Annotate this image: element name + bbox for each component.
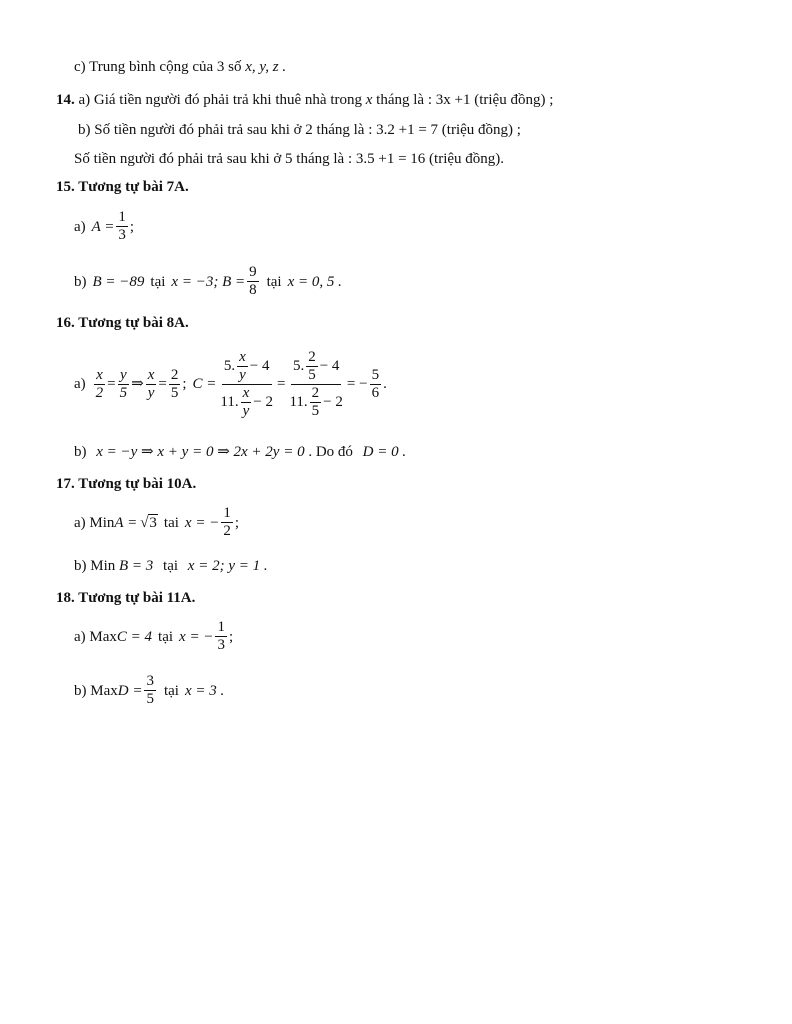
math: 3.5 +1 = 16: [355, 151, 426, 167]
denominator: 5: [311, 403, 320, 419]
math: A =: [114, 514, 138, 531]
text: tại: [163, 558, 179, 574]
text: Số tiền người đó phải trả sau khi ở 5 tháng là :: [74, 151, 353, 167]
text: 5.: [223, 358, 236, 374]
math: B = 3: [119, 558, 154, 574]
text: − 4: [319, 358, 340, 374]
problem-16-b: [74, 443, 406, 461]
numerator: 5: [371, 367, 380, 383]
equals: =: [158, 376, 167, 392]
denominator: 5: [119, 385, 128, 401]
text: (triệu đồng) ;: [474, 92, 554, 108]
denominator: 2: [95, 385, 104, 401]
numerator: y: [120, 367, 127, 383]
numerator: 9: [249, 264, 257, 280]
problem-15-b: [74, 264, 342, 299]
numerator: 2: [170, 367, 179, 383]
numerator: x: [147, 367, 155, 383]
compound-fraction: [287, 349, 344, 420]
heading-16: 16. Tương tự bài 8A.: [56, 315, 189, 331]
fraction: [169, 367, 181, 402]
heading-15: 15. Tương tự bài 7A.: [56, 179, 189, 195]
text: c) Trung bình cộng của 3 số: [74, 59, 242, 75]
text: b) Min: [74, 558, 116, 574]
denominator: y: [242, 403, 250, 419]
fraction: [221, 505, 233, 540]
numerator: 1: [223, 505, 231, 521]
math: 3.2 +1 = 7: [376, 122, 439, 138]
label: b): [74, 273, 87, 290]
denominator: 5: [170, 385, 179, 401]
numerator: 3: [146, 673, 154, 689]
fraction: [116, 209, 128, 244]
denominator: [287, 385, 344, 420]
math: x = 2; y = 1 .: [187, 558, 268, 574]
implies: ⇒: [131, 376, 144, 392]
text: ;: [182, 376, 187, 392]
numerator: x: [239, 349, 246, 365]
text: ;: [129, 218, 135, 235]
fraction: [94, 367, 106, 402]
denominator: [218, 385, 275, 420]
label: a): [74, 376, 86, 392]
denominator: 2: [223, 523, 231, 539]
fraction: [247, 264, 259, 299]
equals: = −: [346, 376, 368, 392]
math: D = 0 .: [362, 444, 407, 460]
label: a): [74, 218, 86, 235]
text: 11.: [220, 394, 239, 410]
math: x: [365, 92, 373, 108]
fraction: [215, 619, 227, 654]
text: tháng là :: [376, 92, 432, 108]
radicand: 3: [149, 514, 157, 531]
problem-17-a: [74, 505, 239, 540]
problem-15-a: [74, 209, 134, 244]
denominator: 5: [308, 367, 316, 383]
denominator: 3: [118, 227, 126, 243]
problem-18-b: [74, 673, 224, 708]
text: b) Max: [74, 682, 118, 699]
text: tại: [150, 273, 166, 290]
denominator: y: [147, 385, 155, 401]
denominator: 3: [217, 637, 225, 653]
text: ;: [228, 628, 234, 645]
math: C =: [192, 376, 217, 392]
math: B = −89: [92, 273, 145, 290]
problem-18-a: [74, 619, 233, 654]
sqrt: √3: [140, 514, 157, 531]
problem-14-b: [78, 121, 521, 139]
denominator: y: [239, 367, 246, 383]
numerator: 2: [311, 385, 320, 401]
equals: =: [277, 376, 286, 392]
fraction: [310, 385, 322, 420]
numerator: 2: [308, 349, 316, 365]
denominator: 6: [371, 385, 380, 401]
problem-16-a: [74, 349, 387, 420]
text: 11.: [289, 394, 308, 410]
numerator: x: [242, 385, 250, 401]
equals: =: [107, 376, 116, 392]
math: 3x +1: [435, 92, 471, 108]
math: x = −y ⇒ x + y = 0 ⇒ 2x + 2y = 0: [96, 444, 305, 460]
text: b) Số tiền người đó phải trả sau khi ở 2 tháng là :: [78, 122, 373, 138]
fraction: [241, 385, 252, 420]
text: tại: [158, 628, 174, 645]
heading-17: 17. Tương tự bài 10A.: [56, 476, 197, 492]
text: a) Max: [74, 628, 117, 645]
text: (triệu đồng).: [429, 151, 505, 167]
math: x = −: [184, 514, 220, 531]
math: x = 0, 5 .: [287, 273, 342, 290]
text: tai: [163, 514, 179, 531]
problem-number: 14.: [56, 92, 75, 108]
text: a) Min: [74, 514, 115, 531]
numerator: [291, 349, 341, 385]
fraction: [306, 349, 318, 384]
numerator: 1: [118, 209, 126, 225]
text: − 2: [253, 394, 273, 410]
label: b): [74, 444, 87, 460]
numerator: x: [96, 367, 103, 383]
text: tại: [266, 273, 282, 290]
compound-fraction: [218, 349, 275, 420]
text: 5.: [292, 358, 305, 374]
problem-17-b: [74, 557, 268, 575]
math: A =: [91, 218, 115, 235]
problem-14-a: [56, 91, 553, 109]
text: a) Giá tiền người đó phải trả khi thuê nhà trong: [78, 92, 362, 108]
problem-14-c: [74, 150, 504, 168]
fraction: [370, 367, 382, 402]
math: x = 3 .: [184, 682, 225, 699]
math: x, y, z .: [245, 59, 287, 75]
text: (triệu đồng) ;: [441, 122, 521, 138]
text: ;: [234, 514, 239, 531]
denominator: 8: [249, 282, 257, 298]
math: C = 4: [116, 628, 153, 645]
math: x = −: [179, 628, 214, 645]
numerator: 1: [217, 619, 225, 635]
fraction: [237, 349, 248, 384]
text: .: [383, 376, 387, 392]
heading-18: 18. Tương tự bài 11A.: [56, 590, 196, 606]
text: . Do đó: [308, 444, 353, 460]
text: tại: [163, 682, 179, 699]
line-c-average: [74, 58, 286, 76]
text: − 2: [323, 394, 343, 410]
denominator: 5: [146, 691, 154, 707]
math: D =: [117, 682, 143, 699]
fraction: [144, 673, 156, 708]
fraction: [146, 367, 157, 402]
numerator: [222, 349, 272, 385]
math: x = −3; B =: [171, 273, 246, 290]
text: − 4: [249, 358, 270, 374]
fraction: [118, 367, 130, 402]
